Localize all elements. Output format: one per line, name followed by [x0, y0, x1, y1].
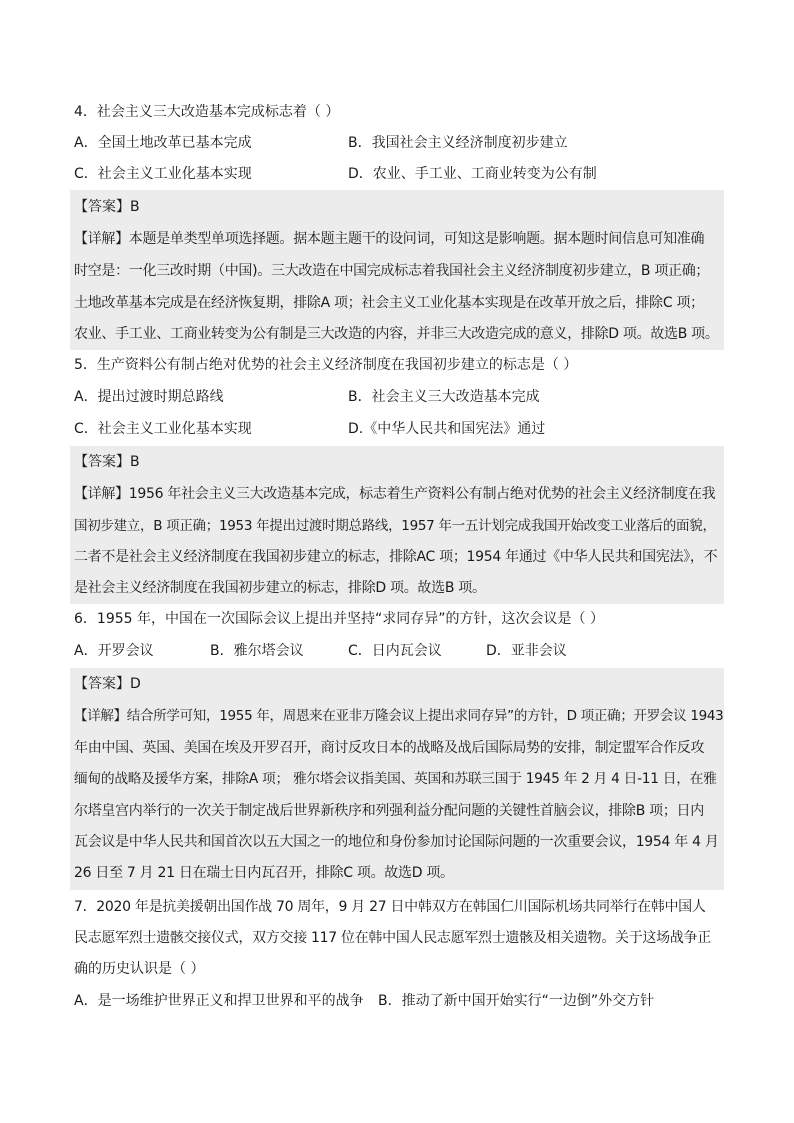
q4-option-a: A．全国土地改革已基本完成 [74, 135, 252, 151]
q5-explanation-line-4: 是社会主义经济制度在我国初步建立的标志，排除D 项。故选B 项。 [74, 580, 486, 596]
q6-option-b: B．雅尔塔会议 [210, 643, 304, 659]
q5-answer-box [70, 446, 724, 604]
q4-explanation-line-2: 时空是：一化三改时期（中国)。三大改造在中国完成标志着我国社会主义经济制度初步建立，B 项正确； [74, 263, 710, 279]
q4-option-d: D．农业、手工业、工商业转变为公有制 [348, 166, 597, 182]
q4-explanation-line-4: 农业、手工业、工商业转变为公有制是三大改造的内容，并非三大改造完成的意义，排除D 项。故选B 项。 [74, 326, 719, 342]
q7-option-b: B．推动了新中国开始实行“一边倒”外交方针 [378, 993, 655, 1009]
q6-option-d: D．亚非会议 [486, 643, 567, 659]
q6-answer-box [70, 668, 724, 890]
q5-option-d: D.《中华人民共和国宪法》通过 [348, 421, 546, 437]
q4-explanation-line-3: 土地改革基本完成是在经济恢复期，排除A 项；社会主义工业化基本实现是在改革开放之后，排除C 项； [74, 295, 704, 311]
q5-explanation-line-2: 国初步建立，B 项正确；1953 年提出过渡时期总路线，1957 年一五计划完成我国开始改变工业落后的面貌， [74, 518, 716, 534]
q4-option-b: B．我国社会主义经济制度初步建立 [348, 135, 568, 151]
q6-answer: 【答案】D [74, 676, 141, 692]
q5-option-b: B．社会主义三大改造基本完成 [348, 389, 540, 405]
q6-explanation-line-5: 瓦会议是中华人民共和国首次以五大国之一的地位和身份参加讨论国际问题的一次重要会议，1954 年 4 月 [74, 834, 719, 850]
q5-explanation-line-1: 【详解】1956 年社会主义三大改造基本完成，标志着生产资料公有制占绝对优势的社会主义经济制度在我 [74, 486, 716, 502]
q7-option-a: A．是一场维护世界正义和捍卫世界和平的战争 [74, 993, 364, 1009]
q5-option-c: C．社会主义工业化基本实现 [74, 421, 252, 437]
question-7-line-3: 确的历史认识是（ ） [74, 961, 205, 977]
q4-option-c: C．社会主义工业化基本实现 [74, 166, 252, 182]
question-4: 4．社会主义三大改造基本完成标志着（ ） [74, 104, 340, 120]
q6-explanation-line-1: 【详解】结合所学可知，1955 年，周恩来在亚非万隆会议上提出求同存异”的方针，D 项正确；开罗会议 1943 [74, 708, 724, 724]
q6-explanation-line-3: 缅甸的战略及援华方案，排除A 项； 雅尔塔会议指美国、英国和苏联三国于 1945 年 2 月 4 日-11 日，在雅 [74, 771, 717, 787]
q4-answer-box [70, 190, 724, 350]
q6-explanation-line-6: 26 日至 7 月 21 日在瑞士日内瓦召开，排除C 项。故选D 项。 [74, 865, 454, 881]
question-5: 5．生产资料公有制占绝对优势的社会主义经济制度在我国初步建立的标志是（ ） [74, 357, 578, 373]
q6-explanation-line-4: 尔塔皇宫内举行的一次关于制定战后世界新秩序和列强利益分配问题的关键性首脑会议，排除B 项；日内 [74, 803, 704, 819]
q5-option-a: A．提出过渡时期总路线 [74, 389, 224, 405]
question-6: 6．1955 年，中国在一次国际会议上提出并坚持“求同存异”的方针，这次会议是（ ） [74, 611, 604, 627]
question-7-line-1: 7．2020 年是抗美援朝出国作战 70 周年，9 月 27 日中韩双方在韩国仁川国际机场共同举行在韩中国人 [74, 899, 706, 915]
question-7-line-2: 民志愿军烈士遗骸交接仪式，双方交接 117 位在韩中国人民志愿军烈士遗骸及相关遗物。关于这场战争正 [74, 930, 711, 946]
q6-explanation-line-2: 年由中国、英国、美国在埃及开罗召开，商讨反攻日本的战略及战后国际局势的安排，制定盟军合作反攻 [74, 740, 705, 756]
q6-option-c: C．日内瓦会议 [348, 643, 442, 659]
q4-explanation-line-1: 【详解】本题是单类型单项选择题。据本题主题干的设问词，可知这是影响题。据本题时间信息可知准确 [74, 231, 705, 247]
q4-answer: 【答案】B [74, 199, 140, 215]
q6-option-a: A．开罗会议 [74, 643, 154, 659]
q5-explanation-line-3: 二者不是社会主义经济制度在我国初步建立的标志，排除AC 项；1954 年通过《中华人民共和国宪法》，不 [74, 549, 718, 565]
q5-answer: 【答案】B [74, 454, 140, 470]
